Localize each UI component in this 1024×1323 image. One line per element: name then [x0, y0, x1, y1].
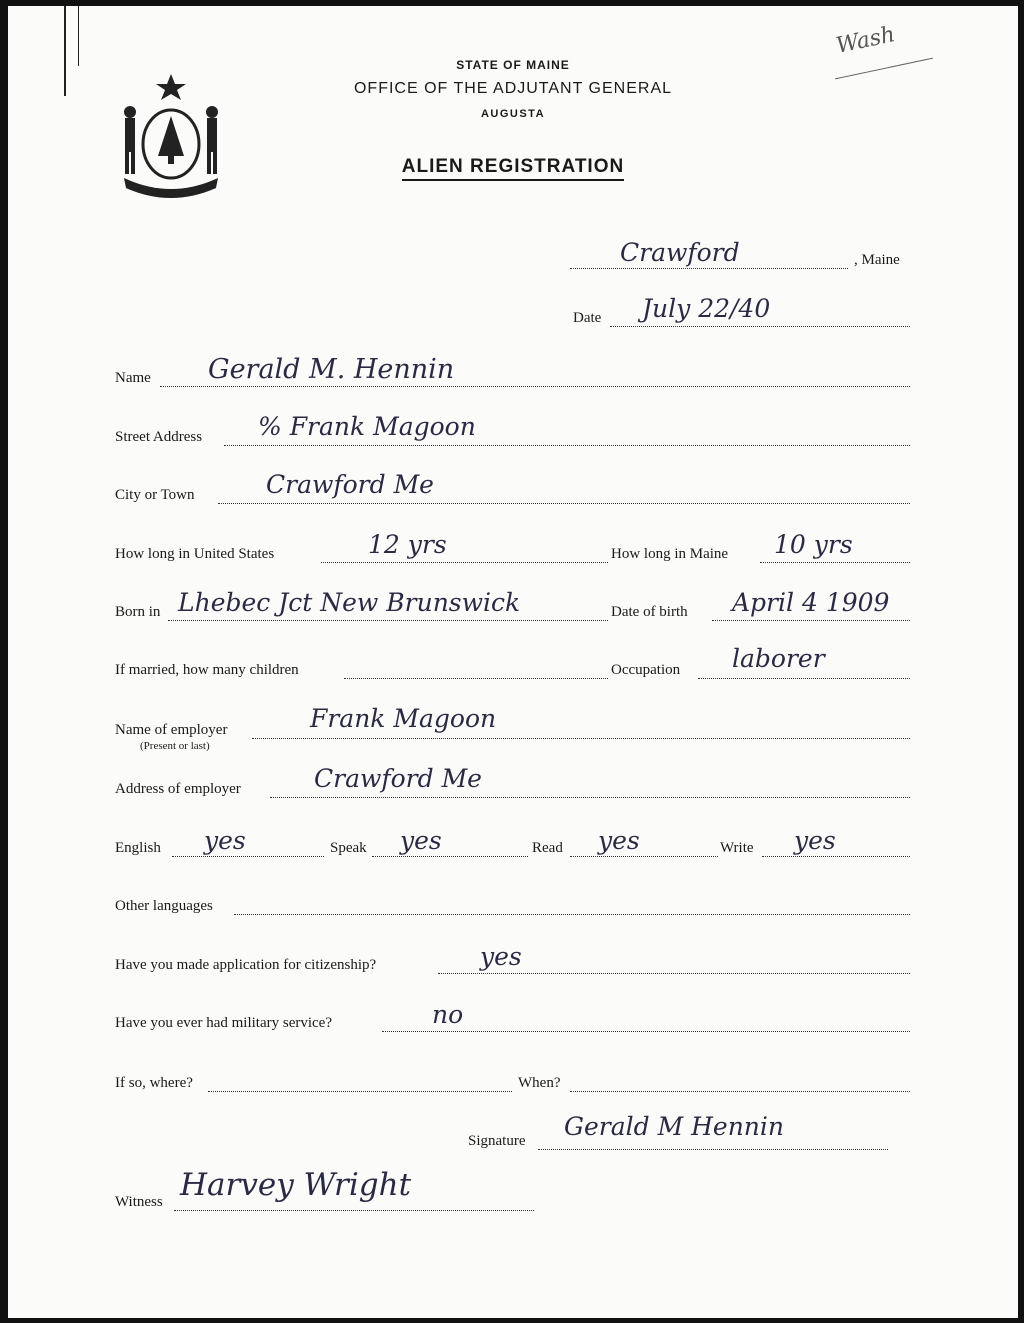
place-line	[570, 268, 848, 269]
header-city: AUGUSTA	[480, 108, 546, 120]
witness-value[interactable]: Harvey Wright	[180, 1167, 412, 1203]
place-value[interactable]: Crawford	[620, 238, 740, 267]
occupation-value[interactable]: laborer	[732, 644, 825, 673]
signature-value[interactable]: Gerald M Hennin	[564, 1112, 785, 1141]
how-long-maine-label: How long in Maine	[611, 546, 729, 562]
speak-label: Speak	[330, 840, 367, 856]
write-line	[762, 856, 910, 857]
when-line	[570, 1091, 910, 1092]
born-in-value[interactable]: Lhebec Jct New Brunswick	[178, 588, 521, 617]
born-in-label: Born in	[115, 604, 161, 620]
speak-value[interactable]: yes	[400, 826, 442, 855]
born-in-line	[168, 620, 608, 621]
signature-line	[538, 1149, 888, 1150]
english-label: English	[115, 840, 161, 856]
employer-note: (Present or last)	[140, 740, 210, 752]
header-state: STATE OF MAINE	[456, 58, 570, 72]
military-label: Have you ever had military service?	[115, 1015, 332, 1031]
signature-label: Signature	[468, 1133, 526, 1149]
other-languages-label: Other languages	[115, 898, 213, 914]
seal-text: MAINE	[154, 180, 188, 190]
how-long-us-value[interactable]: 12 yrs	[368, 530, 447, 559]
name-value[interactable]: Gerald M. Hennin	[208, 354, 455, 385]
read-value[interactable]: yes	[598, 826, 640, 855]
when-label: When?	[518, 1075, 561, 1091]
how-long-maine-line	[760, 562, 910, 563]
city-town-value[interactable]: Crawford Me	[266, 470, 434, 499]
corner-note: Wash	[834, 22, 898, 59]
employer-line	[252, 738, 910, 739]
citizenship-label: Have you made application for citizenship?	[115, 957, 377, 973]
write-label: Write	[720, 840, 754, 856]
military-value[interactable]: no	[432, 1000, 464, 1029]
employer-label: Name of employer	[115, 722, 228, 738]
citizenship-line	[438, 973, 910, 974]
registration-form	[8, 6, 1018, 1318]
maine-label: , Maine	[854, 252, 900, 268]
date-line	[610, 326, 910, 327]
date-label: Date	[573, 310, 602, 326]
how-long-us-label: How long in United States	[115, 546, 275, 562]
date-of-birth-value[interactable]: April 4 1909	[732, 588, 890, 617]
street-address-value[interactable]: % Frank Magoon	[258, 412, 476, 441]
english-line	[172, 856, 324, 857]
where-line	[208, 1091, 512, 1092]
city-town-line	[218, 503, 910, 504]
citizenship-value[interactable]: yes	[480, 942, 522, 971]
date-of-birth-label: Date of birth	[611, 604, 688, 620]
employer-address-line	[270, 797, 910, 798]
date-value[interactable]: July 22/40	[642, 294, 771, 323]
read-line	[570, 856, 718, 857]
name-label: Name	[115, 370, 151, 386]
where-label: If so, where?	[115, 1075, 193, 1091]
witness-line	[174, 1210, 534, 1211]
employer-address-value[interactable]: Crawford Me	[314, 764, 482, 793]
occupation-label: Occupation	[611, 662, 681, 678]
form-title: ALIEN REGISTRATION	[8, 156, 1018, 178]
header-office: OFFICE OF THE ADJUTANT GENERAL	[353, 80, 673, 97]
binding-mark-2	[78, 6, 79, 66]
name-line	[160, 386, 910, 387]
employer-address-label: Address of employer	[115, 781, 241, 797]
how-long-maine-value[interactable]: 10 yrs	[774, 530, 853, 559]
witness-label: Witness	[115, 1194, 163, 1210]
employer-value[interactable]: Frank Magoon	[310, 704, 497, 733]
military-line	[382, 1031, 910, 1032]
date-of-birth-line	[712, 620, 910, 621]
children-label: If married, how many children	[115, 662, 299, 678]
write-value[interactable]: yes	[794, 826, 836, 855]
street-address-label: Street Address	[115, 429, 203, 445]
read-label: Read	[532, 840, 563, 856]
english-value[interactable]: yes	[204, 826, 246, 855]
street-address-line	[224, 445, 910, 446]
children-line	[344, 678, 608, 679]
other-languages-line	[234, 914, 910, 915]
speak-line	[372, 856, 528, 857]
how-long-us-line	[321, 562, 608, 563]
city-town-label: City or Town	[115, 487, 195, 503]
occupation-line	[698, 678, 910, 679]
